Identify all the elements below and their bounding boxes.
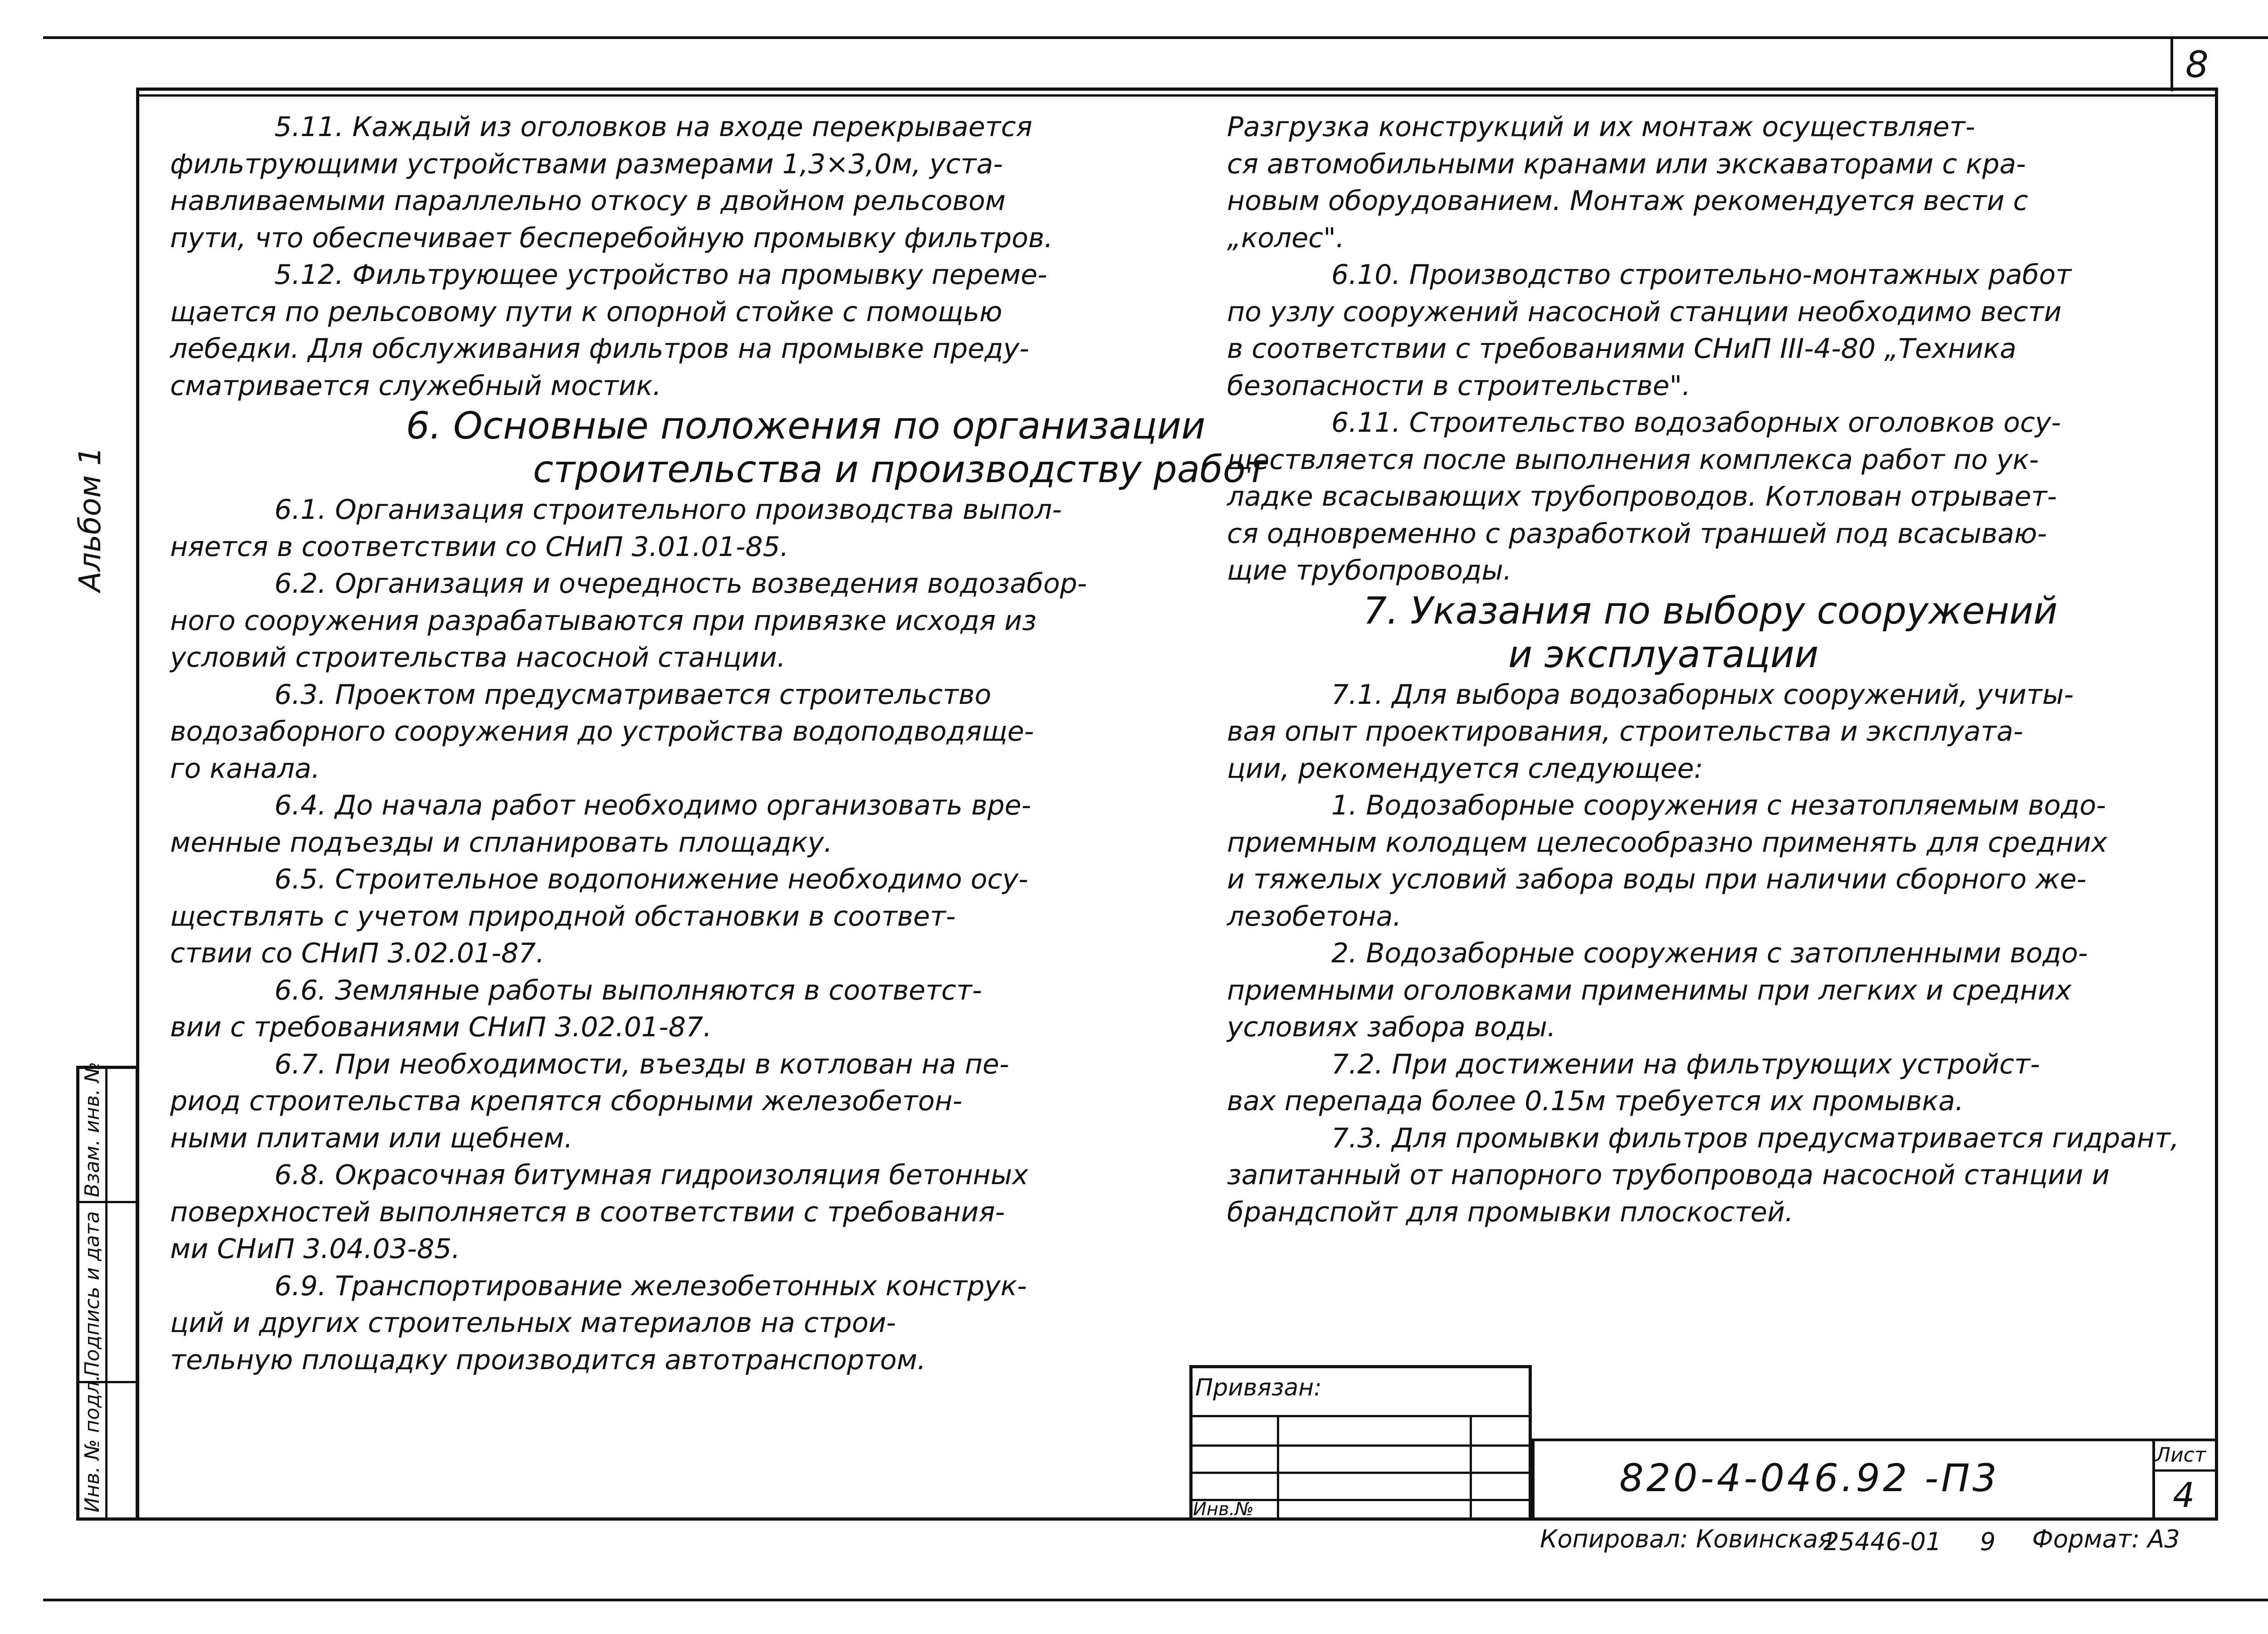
- text-line: в соответствии с требованиями СНиП III-4-80 „Техника: [1227, 333, 2017, 365]
- album-label: Альбом 1: [73, 446, 108, 592]
- side-stamp-label-replaced: Взам. инв. №: [81, 1062, 104, 1197]
- text-line: ции, рекомендуется следующее:: [1227, 752, 1703, 785]
- section-heading: строительства и производству работ: [533, 448, 1267, 491]
- text-line: 2. Водозаборные сооружения с затопленными водо-: [1331, 937, 2088, 969]
- text-line: ществлять с учетом природной обстановки в соответ-: [170, 900, 956, 932]
- text-line: 6.4. До начала работ необходимо организовать вре-: [274, 790, 1031, 821]
- text-line: поверхностей выполняется в соответствии с требования-: [170, 1196, 1005, 1228]
- text-line: 5.12. Фильтрующее устройство на промывку переме-: [274, 259, 1047, 291]
- text-line: 7.2. При достижении на фильтрующих устройст-: [1331, 1048, 2040, 1080]
- text-line: 6.10. Производство строительно-монтажных работ: [1331, 259, 2072, 291]
- text-line: ций и других строительных материалов на строи-: [170, 1307, 896, 1339]
- text-line: 6.9. Транспортирование железобетонных конструк-: [274, 1270, 1027, 1302]
- frame-inner-top-rule: [136, 94, 2218, 97]
- text-line: тельную площадку производится автотранспортом.: [170, 1344, 926, 1376]
- text-line: условий строительства насосной станции.: [170, 642, 786, 673]
- right-column: [1227, 109, 2179, 1231]
- bound-label: Привязан:: [1195, 1374, 1322, 1401]
- section-heading: и эксплуатации: [1508, 633, 1819, 676]
- text-line: по узлу сооружений насосной станции необходимо вести: [1227, 296, 2062, 328]
- text-line: ся одновременно с разработкой траншей под всасываю-: [1227, 517, 2047, 550]
- text-line: вая опыт проектирования, строительства и эксплуата-: [1227, 716, 2024, 747]
- text-line: „колес".: [1227, 222, 1344, 254]
- text-line: лебедки. Для обслуживания фильтров на промывке преду-: [170, 333, 1029, 365]
- text-line: сматривается служебный мостик.: [170, 370, 661, 402]
- text-line: го канала.: [170, 752, 320, 785]
- title-block-top-line: [1532, 1439, 2218, 1441]
- copied-by: Копировал: Ковинская: [1540, 1525, 1833, 1553]
- sheet-number: 4: [2173, 1475, 2195, 1515]
- text-line: 5.11. Каждый из оголовков на входе перекрывается: [274, 111, 1032, 143]
- order-number: 25446-01: [1823, 1527, 1941, 1556]
- text-line: 6.1. Организация строительного производства выпол-: [274, 494, 1062, 526]
- text-line: 6.6. Земляные работы выполняются в соответст-: [274, 974, 982, 1006]
- format-label: Формат: А3: [2032, 1525, 2180, 1553]
- document-designation: 820-4-046.92 -П3: [1619, 1456, 1999, 1500]
- text-line: запитанный от напорного трубопровода насосной станции и: [1227, 1159, 2110, 1191]
- text-line: ществляется после выполнения комплекса работ по ук-: [1227, 444, 2039, 476]
- top-rule: [43, 36, 2268, 39]
- page-number: 8: [2185, 44, 2209, 86]
- text-line: условиях забора воды.: [1227, 1011, 1556, 1043]
- text-line: брандспойт для промывки плоскостей.: [1227, 1196, 1794, 1228]
- copy-number: 9: [1980, 1527, 1996, 1556]
- text-line: риод строительства крепятся сборными железобетон-: [170, 1085, 963, 1117]
- text-line: пути, что обеспечивает бесперебойную промывку фильтров.: [170, 222, 1053, 254]
- page-number-box-left: [2170, 39, 2173, 91]
- text-line: вах перепада более 0.15м требуется их промывка.: [1227, 1085, 1964, 1117]
- text-line: ного сооружения разрабатываются при привязке исходя из: [170, 605, 1037, 637]
- text-line: 7.3. Для промывки фильтров предусматривается гидрант,: [1331, 1122, 2179, 1154]
- side-stamp-row-1: [76, 1201, 139, 1203]
- text-line: безопасности в строительстве".: [1227, 370, 1691, 402]
- text-line: 6.11. Строительство водозаборных оголовков осу-: [1331, 407, 2061, 439]
- text-line: ствии со СНиП 3.02.01-87.: [170, 937, 545, 969]
- binding-stamp-col-2: [1470, 1415, 1472, 1521]
- bottom-rule: [43, 1599, 2268, 1601]
- text-line: и тяжелых условий забора воды при наличии сборного же-: [1227, 863, 2087, 895]
- binding-stamp-row-1: [1189, 1415, 1532, 1417]
- sheet-label: Лист: [2156, 1444, 2206, 1467]
- sheet-box-divider: [2152, 1439, 2155, 1521]
- text-line: 6.7. При необходимости, въезды в котлован на пе-: [274, 1048, 1009, 1080]
- text-line: ми СНиП 3.04.03-85.: [170, 1233, 460, 1265]
- text-line: 6.3. Проектом предусматривается строительство: [274, 678, 992, 711]
- title-block-left-line: [1532, 1439, 1535, 1521]
- text-line: лезобетона.: [1227, 900, 1402, 932]
- inv-label: Инв.№: [1193, 1499, 1254, 1520]
- text-line: Разгрузка конструкций и их монтаж осуществляет-: [1227, 111, 1975, 143]
- text-line: приемным колодцем целесообразно применять для средних: [1227, 826, 2107, 858]
- text-line: 6.5. Строительное водопонижение необходимо осу-: [274, 863, 1028, 895]
- text-line: 6.8. Окрасочная битумная гидроизоляция бетонных: [274, 1159, 1028, 1191]
- sheet-box-row: [2152, 1469, 2218, 1472]
- section-heading: 6. Основные положения по организации: [406, 405, 1206, 448]
- text-line: 7.1. Для выбора водозаборных сооружений, учиты-: [1331, 678, 2074, 711]
- text-line: ладке всасывающих трубопроводов. Котлован отрывает-: [1227, 481, 2057, 512]
- text-line: щается по рельсовому пути к опорной стойке с помощью: [170, 296, 1002, 328]
- text-line: вии с требованиями СНиП 3.02.01-87.: [170, 1011, 712, 1043]
- left-column: [170, 109, 1267, 1379]
- text-line: навливаемыми параллельно откосу в двойном рельсовом: [170, 185, 1006, 217]
- binding-stamp-row-2: [1189, 1444, 1532, 1447]
- side-stamp-label-inv: Инв. № подл.: [81, 1375, 104, 1512]
- text-line: щие трубопроводы.: [1227, 555, 1512, 586]
- binding-stamp-row-3: [1189, 1472, 1532, 1474]
- side-stamp-divider: [105, 1066, 108, 1521]
- side-stamp-label-signature: Подпись и дата: [81, 1211, 104, 1376]
- text-line: ными плитами или щебнем.: [170, 1122, 573, 1154]
- binding-stamp-col-1: [1277, 1415, 1279, 1521]
- text-line: 6.2. Организация и очередность возведения водозабор-: [274, 568, 1087, 600]
- text-line: 1. Водозаборные сооружения с незатопляемым водо-: [1331, 790, 2106, 821]
- text-line: ся автомобильными кранами или экскаваторами с кра-: [1227, 148, 2026, 180]
- text-line: няется в соответствии со СНиП 3.01.01-85.: [170, 531, 789, 563]
- text-line: приемными оголовками применимы при легких и средних: [1227, 974, 2072, 1006]
- text-line: фильтрующими устройствами размерами 1,3×3,0м, уста-: [170, 148, 1003, 180]
- text-line: новым оборудованием. Монтаж рекомендуется вести с: [1227, 185, 2028, 217]
- section-heading: 7. Указания по выбору сооружений: [1363, 589, 2058, 633]
- text-line: менные подъезды и спланировать площадку.: [170, 826, 833, 858]
- text-line: водозаборного сооружения до устройства водоподводяще-: [170, 716, 1034, 747]
